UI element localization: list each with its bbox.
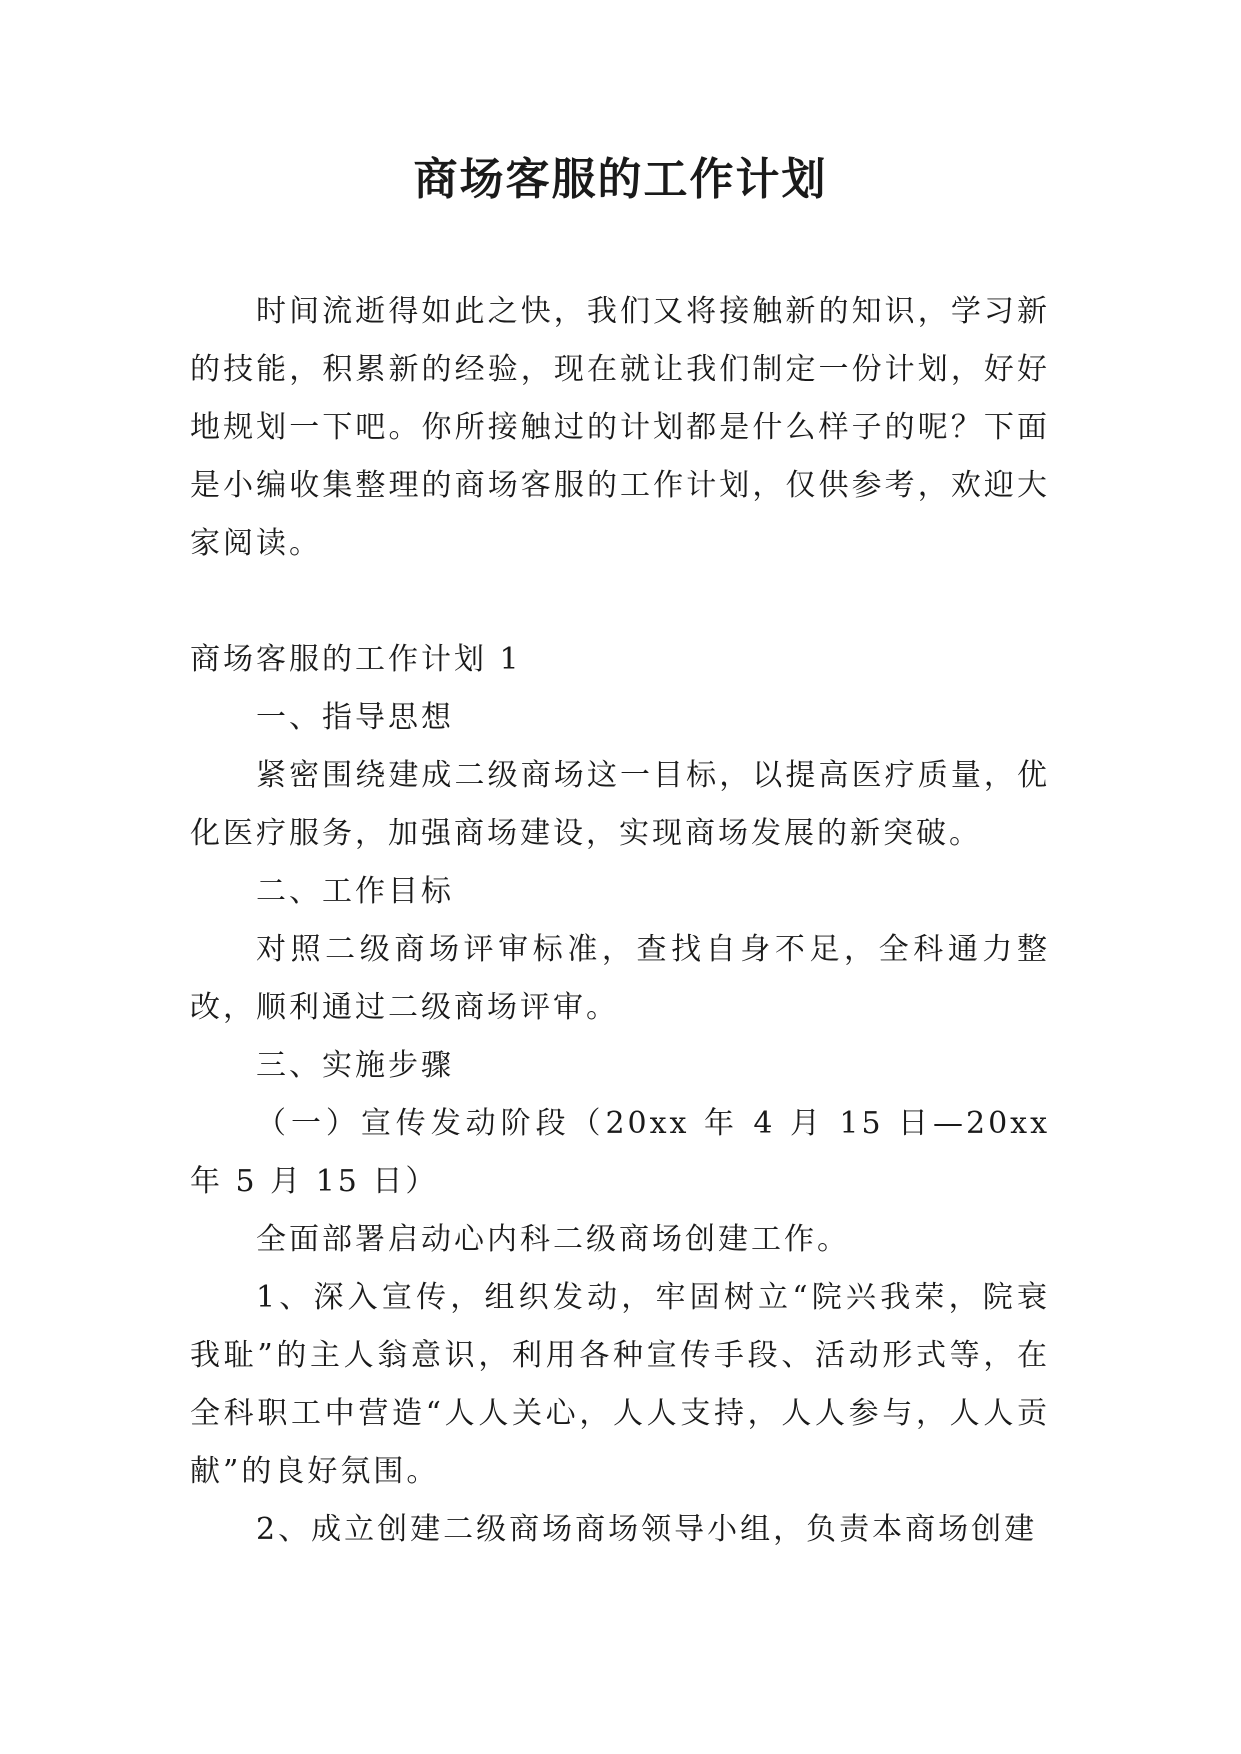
document-title: 商场客服的工作计划 [413,154,828,205]
heading-guiding-ideology: 一、指导思想 [256,700,454,735]
paragraph-item-1: 1、深入宣传，组织发动，牢固树立“院兴我荣，院衰我耻”的主人翁意识，利用各种宣传手段、活动形式等，在全科职工中营造“人人关心，人人支持，人人参与，人人贡献”的良好氛围。 [190,1280,1050,1489]
paragraph-work-goal: 对照二级商场评审标准，查找自身不足，全科通力整改，顺利通过二级商场评审。 [190,932,1050,1025]
paragraph-deployment: 全面部署启动心内科二级商场创建工作。 [256,1222,850,1257]
paragraph-guiding-ideology: 紧密围绕建成二级商场这一目标，以提高医疗质量，优化医疗服务，加强商场建设，实现商场发展的新突破。 [190,758,1050,851]
heading-work-goal: 二、工作目标 [256,874,454,909]
section-title: 商场客服的工作计划 1 [190,642,522,677]
paragraph-gap [190,573,1050,631]
document-body [190,283,1050,1559]
paragraph-phase-one: （一）宣传发动阶段（20xx 年 4 月 15 日—20xx 年 5 月 15 日） [190,1106,1050,1199]
intro-paragraph: 时间流逝得如此之快，我们又将接触新的知识，学习新的技能，积累新的经验，现在就让我们制定一份计划，好好地规划一下吧。你所接触过的计划都是什么样子的呢？下面是小编收集整理的商场客服的工作计划，仅供参考，欢迎大家阅读。 [190,294,1050,561]
heading-implementation-steps: 三、实施步骤 [256,1048,454,1083]
paragraph-item-2: 2、成立创建二级商场商场领导小组，负责本商场创建 [256,1512,1038,1547]
